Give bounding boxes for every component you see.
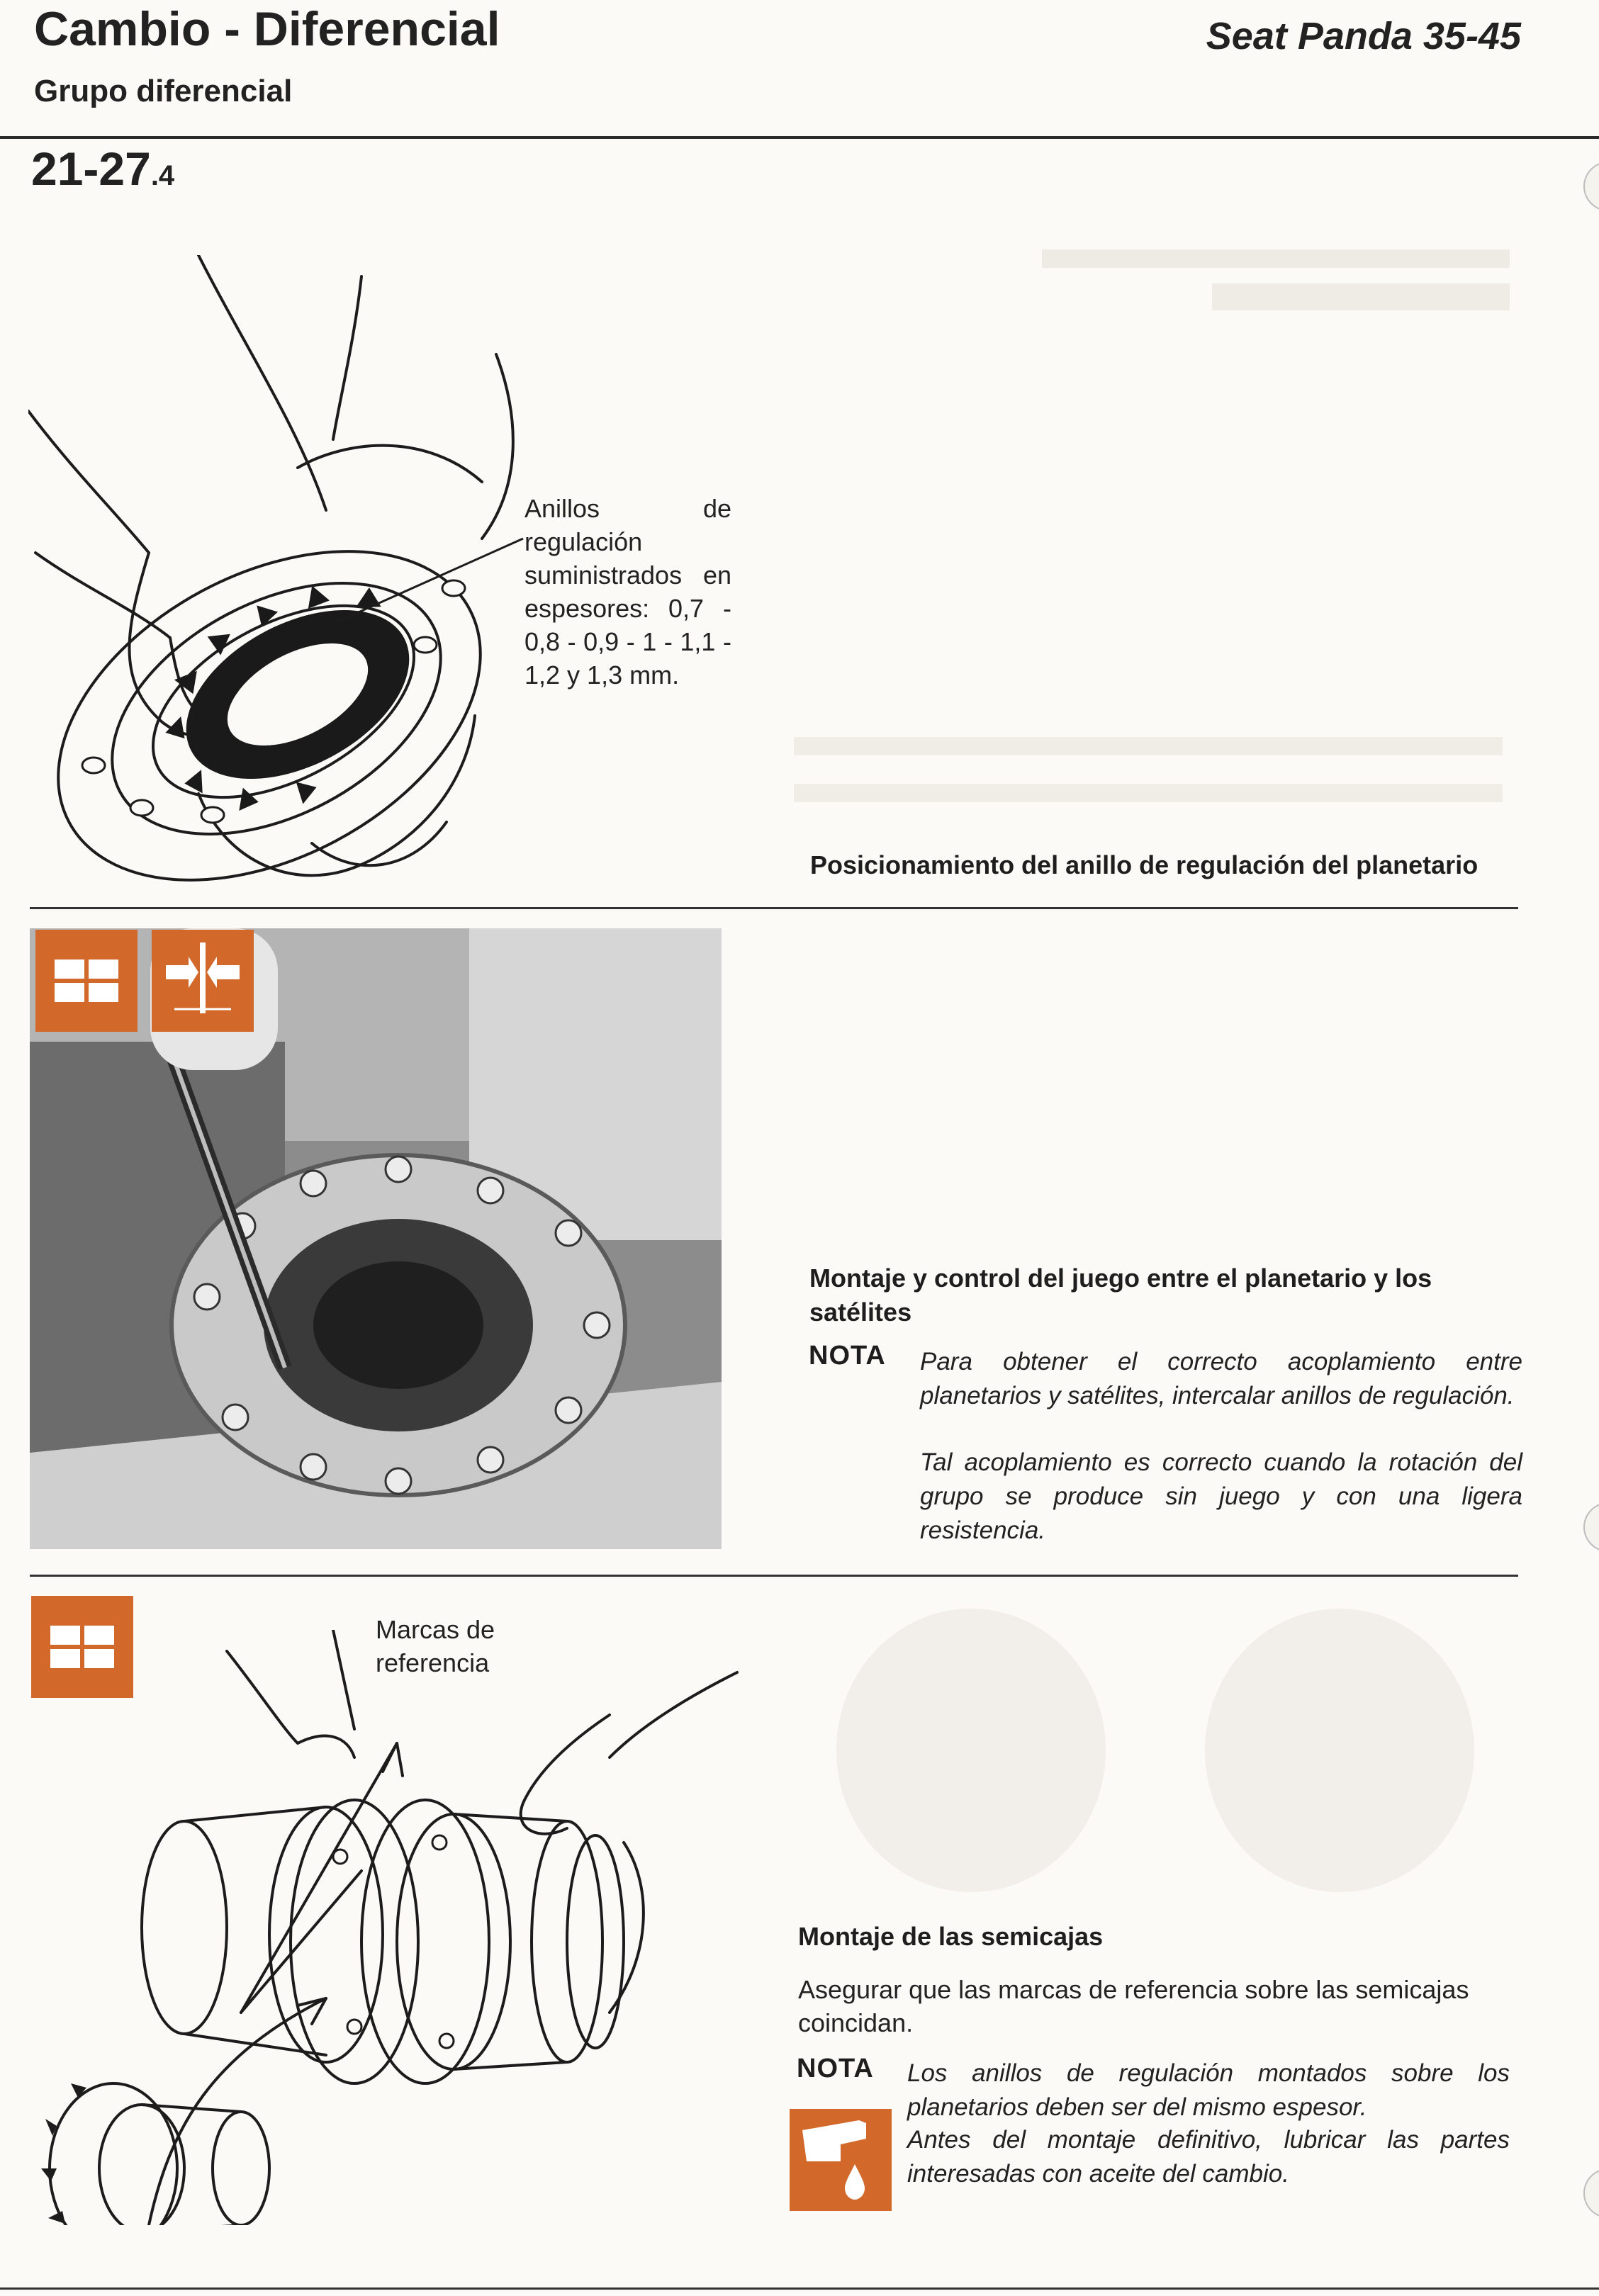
nota-text-1b: Tal acoplamiento es correcto cuando la rotación del grupo se produce sin juego y con una ligera resistencia. bbox=[920, 1448, 1522, 1544]
vehicle-model: Seat Panda 35-45 bbox=[1206, 15, 1521, 57]
shim-ring-callout: Anillos de regulación suministrados en espesores: 0,7 - 0,8 - 0,9 - 1 - 1,1 - 1,2 y 1,3 mm. bbox=[524, 494, 731, 690]
half-cases-instruction: Asegurar que las marcas de referencia sobre las semicajas coincidan. bbox=[798, 1975, 1469, 2037]
adjustment-clearance-icon bbox=[152, 930, 254, 1032]
nota-text-2b: Antes del montaje definitivo, lubricar las partes interesadas con aceite del cambio. bbox=[907, 2126, 1510, 2188]
section-divider-1 bbox=[30, 907, 1518, 909]
chapter-subtitle: Grupo diferencial bbox=[34, 74, 293, 108]
page-number-sub: .4 bbox=[150, 160, 175, 191]
punch-hole-middle bbox=[1583, 1502, 1599, 1552]
section-title-half-cases: Montaje de las semicajas bbox=[798, 1922, 1104, 1951]
ghost-circle-a bbox=[836, 1609, 1106, 1892]
punch-hole-top bbox=[1583, 162, 1599, 211]
lubricate-icon bbox=[790, 2109, 892, 2211]
section-divider-2 bbox=[30, 1575, 1518, 1577]
ghost-block-a bbox=[1042, 249, 1510, 334]
nota-label-2: NOTA bbox=[797, 2054, 874, 2083]
half-cases-assembly-drawing bbox=[28, 1630, 751, 2225]
chapter-title: Cambio - Diferencial bbox=[34, 2, 500, 56]
nota-text-2a: Los anillos de regulación montados sobre los planetarios deben ser del mismo espesor. bbox=[907, 2059, 1510, 2121]
nota-label-1: NOTA bbox=[809, 1341, 886, 1371]
disassembly-icon bbox=[35, 930, 138, 1032]
section-title-ring-positioning: Posicionamiento del anillo de regulación del planetario bbox=[810, 850, 1479, 879]
ghost-block-b bbox=[794, 737, 1517, 822]
section-title-play-check: Montaje y control del juego entre el planetario y los satélites bbox=[809, 1264, 1432, 1327]
page-number bbox=[31, 142, 174, 196]
punch-hole-bottom bbox=[1583, 2168, 1599, 2218]
reference-marks-callout: Marcas de referencia bbox=[376, 1615, 495, 1677]
page-bottom-rule bbox=[0, 2287, 1599, 2290]
ghost-circle-b bbox=[1205, 1609, 1474, 1892]
page-number-main: 21-27 bbox=[31, 142, 151, 195]
nota-text-1a: Para obtener el correcto acoplamiento entre planetarios y satélites, intercalar anillos de regulación. bbox=[920, 1348, 1522, 1409]
header-rule bbox=[0, 136, 1599, 139]
differential-ring-drawing bbox=[28, 255, 524, 893]
